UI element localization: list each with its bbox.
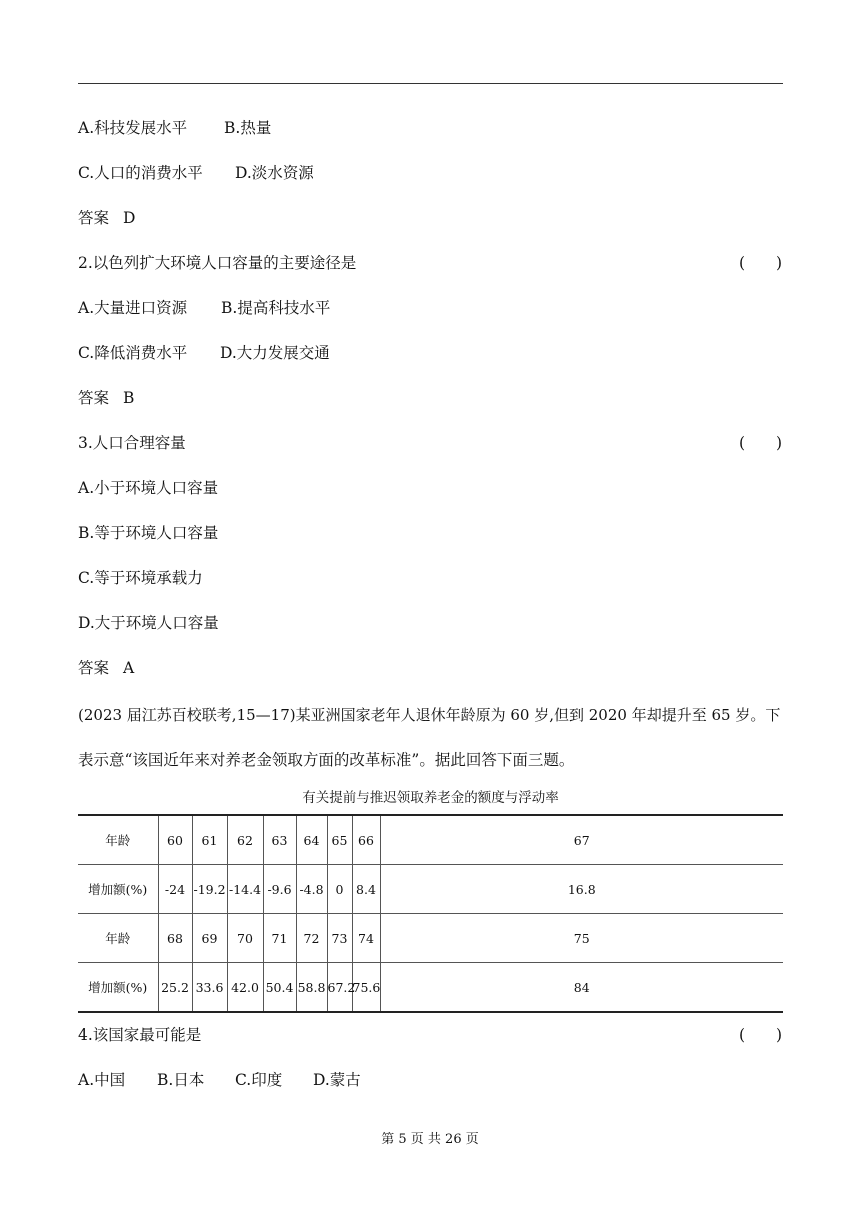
table-cell: 增加额(%) [88,980,148,995]
table-cell: 16.8 [380,865,783,914]
table-cell: 增加额(%) [88,882,148,897]
intro-line-2: 表示意“该国近年来对养老金领取方面的改革标准”。据此回答下面三题。 [78,751,575,769]
table-cell: 68 [158,914,192,963]
answer-value: A [123,659,135,677]
q4-options [78,1070,361,1090]
table-cell: 75 [380,914,783,963]
answer-label: 答案 [78,389,110,407]
table-cell: 61 [192,815,227,865]
q4-answer-blank: ( ) [739,1026,783,1044]
q1-options-row2 [78,163,314,183]
table-cell: 33.6 [192,963,227,1013]
table-cell: -19.2 [192,865,227,914]
page-number: 第 5 页 共 26 页 [381,1132,479,1147]
q2-option-a: A.大量进口资源 [78,299,188,317]
q3-answer [78,658,134,678]
table-cell: 64 [296,815,327,865]
q3-stem: 3.人口合理容量 [78,434,186,452]
q2-option-d: D.大力发展交通 [220,344,330,362]
answer-label: 答案 [78,659,110,677]
table-cell: 58.8 [296,963,327,1013]
q1-answer [78,208,135,228]
q2-answer [78,388,134,408]
table-cell: 75.6 [352,963,380,1013]
table-cell: 67 [380,815,783,865]
table-cell: 65 [327,815,352,865]
q3-option-b: B.等于环境人口容量 [78,524,219,542]
q2-answer-blank: ( ) [739,254,783,272]
table-cell: 74 [352,914,380,963]
table-cell: 8.4 [352,865,380,914]
q4-option-a: A.中国 [78,1071,126,1089]
q3-option-d: D.大于环境人口容量 [78,614,219,632]
table-cell: 71 [263,914,296,963]
q3-option-c: C.等于环境承载力 [78,569,203,587]
table-cell: 72 [296,914,327,963]
table-cell: 年龄 [105,833,131,848]
table-cell: 73 [327,914,352,963]
q1-option-d: D.淡水资源 [235,164,314,182]
q3-answer-blank: ( ) [739,434,783,452]
table-row [78,963,783,1013]
q1-option-a: A.科技发展水平 [78,119,188,137]
table-row [78,865,783,914]
table-cell: 69 [192,914,227,963]
answer-value: B [123,389,135,407]
table-cell: 25.2 [158,963,192,1013]
intro-line-1: (2023 届江苏百校联考,15—17)某亚洲国家老年人退休年龄原为 60 岁,但到 2020 年却提升至 65 岁。下 [78,706,781,724]
q2-options-row1 [78,298,330,318]
table-cell: -24 [158,865,192,914]
table-cell: 0 [327,865,352,914]
q2-options-row2 [78,343,330,363]
header-rule [78,83,783,84]
answer-label: 答案 [78,209,110,227]
q1-option-c: C.人口的消费水平 [78,164,203,182]
q1-option-b: B.热量 [224,119,272,137]
table-cell: 42.0 [227,963,263,1013]
table-cell: 84 [380,963,783,1013]
table-cell: 60 [158,815,192,865]
q2-option-c: C.降低消费水平 [78,344,188,362]
table-row [78,914,783,963]
table-cell: -9.6 [263,865,296,914]
table-caption: 有关提前与推迟领取养老金的额度与浮动率 [302,790,559,806]
table-cell: 50.4 [263,963,296,1013]
q4-option-c: C.印度 [235,1071,283,1089]
table-cell: 70 [227,914,263,963]
table-cell: -4.8 [296,865,327,914]
q1-options-row1 [78,118,271,138]
table-cell: 63 [263,815,296,865]
q4-option-b: B.日本 [157,1071,205,1089]
q3-option-a: A.小于环境人口容量 [78,479,219,497]
table-cell: 66 [352,815,380,865]
q4-option-d: D.蒙古 [313,1071,361,1089]
table-cell: 62 [227,815,263,865]
table-cell: -14.4 [227,865,263,914]
table-cell: 年龄 [105,931,131,946]
table-cell: 67.2 [327,963,352,1013]
q2-stem: 2.以色列扩大环境人口容量的主要途径是 [78,254,357,272]
q4-stem: 4.该国家最可能是 [78,1026,202,1044]
answer-value: D [123,209,136,227]
table-row [78,815,783,865]
pension-table [78,814,783,1013]
q2-option-b: B.提高科技水平 [221,299,331,317]
